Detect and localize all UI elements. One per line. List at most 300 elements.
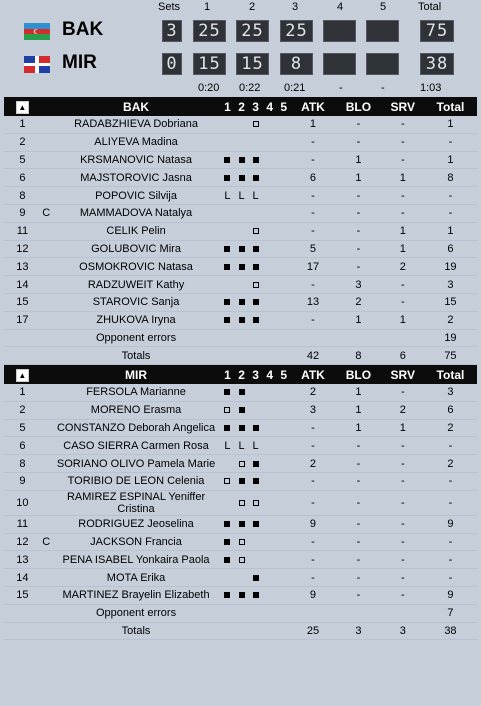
- player-atk: 2: [291, 384, 335, 401]
- spacer: [4, 329, 41, 347]
- set-1-participation: [220, 116, 234, 133]
- substitute-square-icon: [253, 121, 259, 127]
- set-3-participation: [249, 169, 263, 187]
- totals-blo: 8: [335, 347, 382, 365]
- set4-score-mir: [323, 53, 356, 75]
- player-row: [4, 276, 477, 294]
- player-srv: 1: [382, 311, 424, 329]
- played-square-icon: [224, 246, 230, 252]
- set5-duration: -: [381, 82, 385, 94]
- player-total: -: [424, 490, 477, 515]
- player-number: 2: [4, 401, 41, 419]
- captain-marker: C: [41, 204, 52, 222]
- set-2-participation: [235, 116, 249, 133]
- player-srv: -: [382, 586, 424, 604]
- totals-srv: 6: [382, 347, 424, 365]
- player-row: [4, 151, 477, 169]
- team-row-mir: [0, 51, 481, 77]
- set-4-participation: [263, 311, 277, 329]
- player-number: 11: [4, 222, 41, 240]
- player-row: [4, 384, 477, 401]
- substitute-square-icon: [253, 228, 259, 234]
- spacer: [277, 622, 291, 640]
- player-srv: -: [382, 151, 424, 169]
- set-2-participation: [235, 419, 249, 437]
- player-blo: -: [335, 133, 382, 151]
- set-4-participation: [263, 551, 277, 569]
- set-1-participation: [220, 515, 234, 533]
- set-1-participation: [220, 490, 234, 515]
- player-blo: -: [335, 116, 382, 133]
- player-number: 17: [4, 311, 41, 329]
- player-total: -: [424, 569, 477, 587]
- played-square-icon: [239, 175, 245, 181]
- spacer: [220, 347, 234, 365]
- captain-marker: [41, 293, 52, 311]
- player-blo: -: [335, 551, 382, 569]
- sets-header: Sets: [158, 1, 181, 13]
- sets-won-mir: 0: [162, 53, 182, 75]
- player-atk: -: [291, 472, 335, 490]
- captain-marker: [41, 586, 52, 604]
- player-name: ZHUKOVA Iryna: [52, 311, 221, 329]
- player-srv: -: [382, 116, 424, 133]
- player-number: 12: [4, 240, 41, 258]
- substitute-square-icon: [239, 557, 245, 563]
- opponent-errors-row: [4, 329, 477, 347]
- set-3-participation: [249, 533, 263, 551]
- set-2-participation: [235, 515, 249, 533]
- player-name: ALIYEVA Madina: [52, 133, 221, 151]
- col-atk: ATK: [291, 97, 335, 116]
- totals-row: [4, 622, 477, 640]
- player-number: 10: [4, 490, 41, 515]
- set-3-participation: [249, 293, 263, 311]
- total-duration: 1:03: [420, 82, 442, 94]
- played-square-icon: [239, 521, 245, 527]
- player-blo: 1: [335, 384, 382, 401]
- set-3-participation: [249, 472, 263, 490]
- set1-score-bak: 25: [193, 20, 226, 42]
- set2-header: 2: [249, 1, 256, 13]
- set-4-participation: [263, 384, 277, 401]
- totals-row: [4, 347, 477, 365]
- set-3-participation: [249, 151, 263, 169]
- totals-total: 75: [424, 347, 477, 365]
- played-square-icon: [239, 478, 245, 484]
- set-2-participation: [235, 551, 249, 569]
- spacer: [220, 329, 234, 347]
- set-3-participation: [249, 419, 263, 437]
- spacer: [220, 604, 234, 622]
- col-set4: 4: [263, 365, 277, 384]
- player-srv: 1: [382, 240, 424, 258]
- spacer: [235, 622, 249, 640]
- set4-header: 4: [337, 1, 344, 13]
- mir-stats-table: [4, 365, 477, 640]
- player-atk: 5: [291, 240, 335, 258]
- set3-score-mir: 8: [280, 53, 313, 75]
- set-4-participation: [263, 472, 277, 490]
- set-1-participation: [220, 455, 234, 473]
- spacer: [41, 622, 52, 640]
- captain-marker: [41, 490, 52, 515]
- substitute-square-icon: [239, 539, 245, 545]
- player-atk: -: [291, 437, 335, 455]
- set-2-participation: [235, 240, 249, 258]
- set-3-participation: [249, 133, 263, 151]
- set-5-participation: [277, 204, 291, 222]
- player-atk: -: [291, 311, 335, 329]
- player-number: 13: [4, 258, 41, 276]
- player-row: [4, 515, 477, 533]
- set-1-participation: [220, 276, 234, 294]
- player-blo: 1: [335, 401, 382, 419]
- captain-marker: [41, 455, 52, 473]
- set-4-participation: [263, 240, 277, 258]
- col-set5: 5: [277, 97, 291, 116]
- col-set4: 4: [263, 97, 277, 116]
- player-number: 2: [4, 133, 41, 151]
- player-blo: -: [335, 472, 382, 490]
- played-square-icon: [253, 157, 259, 163]
- captain-marker: [41, 401, 52, 419]
- col-set2: 2: [235, 97, 249, 116]
- captain-marker: [41, 169, 52, 187]
- set-4-participation: [263, 222, 277, 240]
- set-2-participation: [235, 311, 249, 329]
- set-1-participation: [220, 533, 234, 551]
- player-blo: -: [335, 490, 382, 515]
- player-row: [4, 490, 477, 515]
- player-number: 11: [4, 515, 41, 533]
- player-row: [4, 293, 477, 311]
- player-total: 8: [424, 169, 477, 187]
- set-2-participation: [235, 293, 249, 311]
- team-name-bak: BAK: [62, 19, 104, 40]
- player-name: JACKSON Francia: [52, 533, 221, 551]
- player-srv: -: [382, 551, 424, 569]
- player-number: 13: [4, 551, 41, 569]
- col-set1: 1: [220, 97, 234, 116]
- set-1-participation: [220, 384, 234, 401]
- player-name: CELIK Pelin: [52, 222, 221, 240]
- played-square-icon: [224, 389, 230, 395]
- player-total: -: [424, 437, 477, 455]
- col-atk: ATK: [291, 365, 335, 384]
- player-total: -: [424, 551, 477, 569]
- col-set3: 3: [249, 365, 263, 384]
- sets-won-bak: 3: [162, 20, 182, 42]
- set-4-participation: [263, 569, 277, 587]
- player-atk: 6: [291, 169, 335, 187]
- played-square-icon: [224, 521, 230, 527]
- player-srv: -: [382, 437, 424, 455]
- opponent-errors-row: [4, 604, 477, 622]
- col-set5: 5: [277, 365, 291, 384]
- set-5-participation: [277, 569, 291, 587]
- player-atk: 13: [291, 293, 335, 311]
- spacer: [263, 329, 277, 347]
- played-square-icon: [224, 539, 230, 545]
- player-total: 3: [424, 384, 477, 401]
- player-number: 15: [4, 586, 41, 604]
- set-1-participation: [220, 293, 234, 311]
- captain-marker: [41, 240, 52, 258]
- set-1-participation: [220, 151, 234, 169]
- player-srv: -: [382, 472, 424, 490]
- set-3-participation: [249, 586, 263, 604]
- set-2-participation: [235, 472, 249, 490]
- player-row: [4, 586, 477, 604]
- played-square-icon: [224, 299, 230, 305]
- set-1-participation: L: [220, 187, 234, 205]
- col-total: Total: [424, 97, 477, 116]
- player-atk: -: [291, 187, 335, 205]
- bak-header-row: [4, 97, 477, 116]
- azerbaijan-flag-icon: [24, 23, 50, 40]
- set-3-participation: L: [249, 187, 263, 205]
- bak-expand-cell[interactable]: [4, 97, 41, 116]
- set-3-participation: [249, 240, 263, 258]
- player-number: 14: [4, 276, 41, 294]
- spacer: [263, 604, 277, 622]
- set-5-participation: [277, 293, 291, 311]
- player-blo: 1: [335, 419, 382, 437]
- player-number: 1: [4, 384, 41, 401]
- set-2-participation: L: [235, 437, 249, 455]
- dominican-republic-flag-icon: [24, 56, 50, 73]
- player-name: RAMIREZ ESPINAL Yeniffer Cristina: [52, 490, 221, 515]
- set5-score-mir: [366, 53, 399, 75]
- player-srv: 1: [382, 419, 424, 437]
- player-blo: -: [335, 437, 382, 455]
- set-5-participation: [277, 276, 291, 294]
- set-1-participation: [220, 472, 234, 490]
- player-name: SORIANO OLIVO Pamela Marie: [52, 455, 221, 473]
- player-row: [4, 133, 477, 151]
- player-name: CASO SIERRA Carmen Rosa: [52, 437, 221, 455]
- bak-stats-table: [4, 97, 477, 365]
- set-5-participation: [277, 133, 291, 151]
- player-row: [4, 569, 477, 587]
- set4-duration: -: [339, 82, 343, 94]
- player-total: -: [424, 533, 477, 551]
- player-atk: -: [291, 276, 335, 294]
- set-1-participation: [220, 258, 234, 276]
- player-total: 2: [424, 311, 477, 329]
- player-total: -: [424, 204, 477, 222]
- captain-marker: [41, 551, 52, 569]
- set-1-participation: [220, 569, 234, 587]
- player-atk: 17: [291, 258, 335, 276]
- player-number: 8: [4, 187, 41, 205]
- player-blo: -: [335, 586, 382, 604]
- player-total: 2: [424, 419, 477, 437]
- set-4-participation: [263, 586, 277, 604]
- set-3-participation: L: [249, 437, 263, 455]
- spacer: [382, 604, 424, 622]
- set-4-participation: [263, 151, 277, 169]
- player-total: 6: [424, 401, 477, 419]
- player-blo: 3: [335, 276, 382, 294]
- set-5-participation: [277, 533, 291, 551]
- player-atk: -: [291, 204, 335, 222]
- set-5-participation: [277, 401, 291, 419]
- set-3-participation: [249, 401, 263, 419]
- set-4-participation: [263, 204, 277, 222]
- player-row: [4, 551, 477, 569]
- col-blo: BLO: [335, 97, 382, 116]
- set5-header: 5: [380, 1, 387, 13]
- col-srv: SRV: [382, 97, 424, 116]
- set-4-participation: [263, 169, 277, 187]
- player-total: 19: [424, 258, 477, 276]
- played-square-icon: [239, 264, 245, 270]
- set-5-participation: [277, 419, 291, 437]
- substitute-square-icon: [239, 461, 245, 467]
- set-2-participation: [235, 401, 249, 419]
- player-total: 9: [424, 515, 477, 533]
- player-row: [4, 437, 477, 455]
- col-blo: BLO: [335, 365, 382, 384]
- player-atk: -: [291, 551, 335, 569]
- player-name: MAJSTOROVIC Jasna: [52, 169, 221, 187]
- set-3-participation: [249, 455, 263, 473]
- player-total: 1: [424, 116, 477, 133]
- set-5-participation: [277, 490, 291, 515]
- set-3-participation: [249, 258, 263, 276]
- total-score-mir: 38: [420, 53, 454, 75]
- team-name-mir: MIR: [62, 52, 97, 73]
- substitute-square-icon: [253, 500, 259, 506]
- set-2-participation: [235, 533, 249, 551]
- player-srv: -: [382, 490, 424, 515]
- player-name: STAROVIC Sanja: [52, 293, 221, 311]
- player-total: 3: [424, 276, 477, 294]
- spacer: [249, 622, 263, 640]
- expand-icon[interactable]: ▲: [16, 369, 29, 382]
- set-2-participation: [235, 490, 249, 515]
- player-name: FERSOLA Marianne: [52, 384, 221, 401]
- set-3-participation: [249, 276, 263, 294]
- opponent-errors-label: Opponent errors: [52, 329, 221, 347]
- played-square-icon: [253, 521, 259, 527]
- played-square-icon: [224, 175, 230, 181]
- player-blo: 1: [335, 151, 382, 169]
- substitute-square-icon: [224, 407, 230, 413]
- player-blo: -: [335, 533, 382, 551]
- set-3-participation: [249, 204, 263, 222]
- set2-duration: 0:22: [239, 82, 261, 94]
- player-srv: 1: [382, 169, 424, 187]
- spacer: [4, 622, 41, 640]
- col-set3: 3: [249, 97, 263, 116]
- set-5-participation: [277, 151, 291, 169]
- player-number: 5: [4, 151, 41, 169]
- set-4-participation: [263, 515, 277, 533]
- player-row: [4, 419, 477, 437]
- spacer: [277, 329, 291, 347]
- player-number: 14: [4, 569, 41, 587]
- set-3-participation: [249, 311, 263, 329]
- set-1-participation: [220, 169, 234, 187]
- set-5-participation: [277, 169, 291, 187]
- player-name: MARTINEZ Brayelin Elizabeth: [52, 586, 221, 604]
- player-atk: 1: [291, 116, 335, 133]
- totals-total: 38: [424, 622, 477, 640]
- player-number: 6: [4, 169, 41, 187]
- player-name: GOLUBOVIC Mira: [52, 240, 221, 258]
- player-number: 1: [4, 116, 41, 133]
- mir-team-header: MIR: [52, 365, 221, 384]
- player-blo: -: [335, 569, 382, 587]
- player-srv: -: [382, 133, 424, 151]
- set1-duration: 0:20: [198, 82, 220, 94]
- spacer: [335, 604, 382, 622]
- set-1-participation: [220, 311, 234, 329]
- player-row: [4, 533, 477, 551]
- totals-label: Totals: [52, 347, 221, 365]
- played-square-icon: [239, 389, 245, 395]
- col-total: Total: [424, 365, 477, 384]
- set-4-participation: [263, 133, 277, 151]
- player-atk: -: [291, 490, 335, 515]
- player-number: 9: [4, 204, 41, 222]
- set-4-participation: [263, 533, 277, 551]
- expand-icon[interactable]: ▲: [16, 101, 29, 114]
- mir-expand-cell[interactable]: [4, 365, 41, 384]
- set1-header: 1: [204, 1, 211, 13]
- total-header: Total: [418, 1, 442, 13]
- set-5-participation: [277, 455, 291, 473]
- player-blo: -: [335, 455, 382, 473]
- captain-marker: [41, 419, 52, 437]
- substitute-square-icon: [224, 478, 230, 484]
- set-1-participation: [220, 551, 234, 569]
- set-2-participation: [235, 133, 249, 151]
- captain-marker: [41, 384, 52, 401]
- set-4-participation: [263, 276, 277, 294]
- player-blo: -: [335, 204, 382, 222]
- player-atk: 2: [291, 455, 335, 473]
- set-2-participation: [235, 258, 249, 276]
- set2-score-bak: 25: [236, 20, 269, 42]
- player-atk: -: [291, 419, 335, 437]
- set-4-participation: [263, 437, 277, 455]
- played-square-icon: [253, 478, 259, 484]
- set-2-participation: [235, 169, 249, 187]
- spacer: [249, 347, 263, 365]
- set-4-participation: [263, 490, 277, 515]
- set5-score-bak: [366, 20, 399, 42]
- player-srv: -: [382, 187, 424, 205]
- captain-marker: [41, 222, 52, 240]
- played-square-icon: [239, 157, 245, 163]
- col-srv: SRV: [382, 365, 424, 384]
- set-1-participation: [220, 133, 234, 151]
- spacer: [277, 347, 291, 365]
- set3-header: 3: [292, 1, 299, 13]
- captain-marker: [41, 187, 52, 205]
- captain-marker: C: [41, 533, 52, 551]
- played-square-icon: [253, 592, 259, 598]
- player-row: [4, 204, 477, 222]
- played-square-icon: [224, 157, 230, 163]
- spacer: [235, 329, 249, 347]
- set-1-participation: L: [220, 437, 234, 455]
- player-row: [4, 240, 477, 258]
